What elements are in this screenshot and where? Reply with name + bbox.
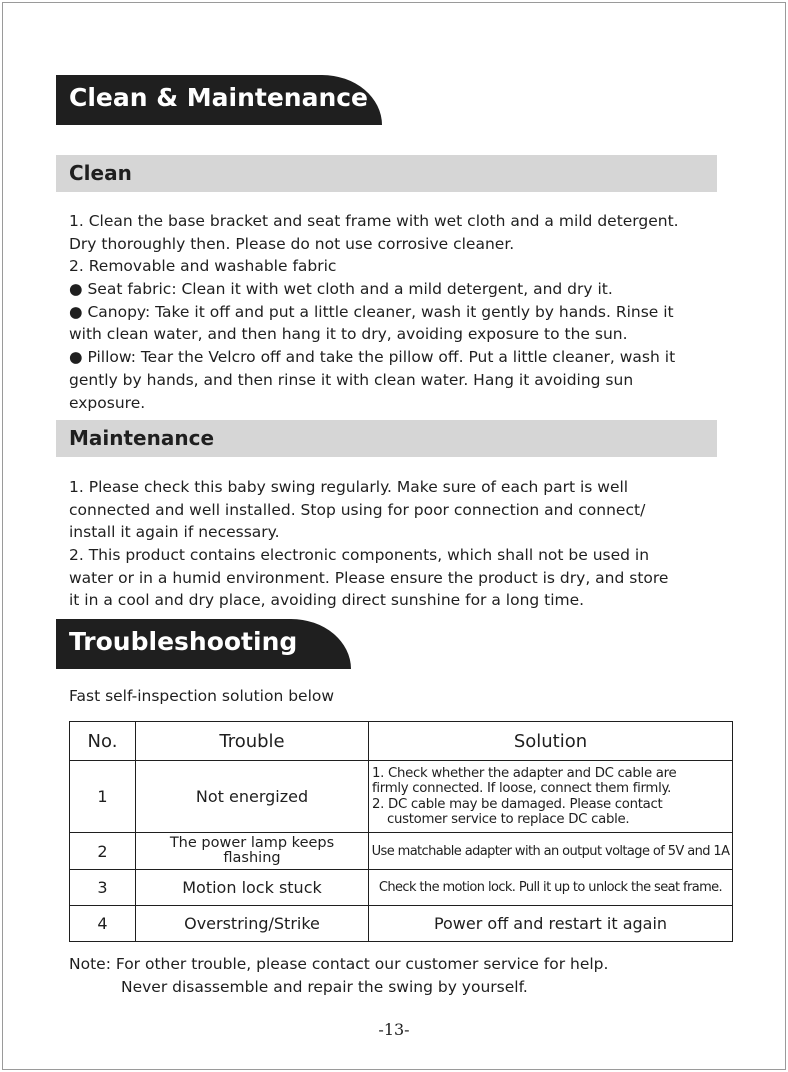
- clean-line: 2. Removable and washable fabric: [69, 257, 337, 276]
- table-row: [70, 833, 733, 870]
- row-solution: Check the motion lock. Pull it up to unlock the seat frame.: [369, 870, 733, 906]
- header-no: No.: [70, 722, 136, 761]
- row-number: 1: [70, 761, 136, 833]
- note: [69, 953, 608, 999]
- section-title-maintenance: Maintenance: [56, 420, 717, 457]
- clean-line: exposure.: [69, 393, 146, 412]
- table-row: [70, 906, 733, 942]
- maintenance-line: water or in a humid environment. Please ensure the product is dry, and store: [69, 568, 669, 587]
- page-number: -13-: [378, 1020, 410, 1039]
- clean-line: ● Canopy: Take it off and put a little cleaner, wash it gently by hands. Rinse it: [69, 302, 674, 321]
- trouble-line: flashing: [223, 850, 281, 866]
- solution-line: 1. Check whether the adapter and DC cable are: [372, 765, 677, 781]
- row-trouble: [136, 833, 369, 870]
- header-trouble: Trouble: [136, 722, 369, 761]
- maintenance-instructions: [69, 476, 735, 612]
- trouble-line: The power lamp keeps: [169, 835, 335, 851]
- maintenance-line: install it again if necessary.: [69, 523, 280, 542]
- row-solution: Power off and restart it again: [369, 906, 733, 942]
- heading-clean-maintenance: Clean & Maintenance: [56, 75, 382, 125]
- table-row: [70, 870, 733, 906]
- troubleshooting-intro: Fast self-inspection solution below: [69, 687, 335, 705]
- clean-line: 1. Clean the base bracket and seat frame with wet cloth and a mild detergent.: [69, 212, 679, 230]
- clean-line: Dry thoroughly then. Please do not use corrosive cleaner.: [69, 234, 515, 253]
- row-solution: [369, 761, 733, 833]
- row-trouble: Not energized: [136, 761, 369, 833]
- table-row: [70, 761, 733, 833]
- row-trouble: Motion lock stuck: [136, 870, 369, 906]
- table-header-row: [70, 722, 733, 761]
- clean-instructions: [69, 210, 735, 414]
- row-number: 2: [70, 833, 136, 870]
- note-line: Never disassemble and repair the swing by yourself.: [121, 978, 528, 996]
- troubleshooting-table: [69, 721, 733, 942]
- maintenance-line: it in a cool and dry place, avoiding direct sunshine for a long time.: [69, 591, 585, 610]
- clean-line: with clean water, and then hang it to dry, avoiding exposure to the sun.: [69, 325, 628, 344]
- maintenance-line: 2. This product contains electronic components, which shall not be used in: [69, 546, 650, 565]
- maintenance-line: connected and well installed. Stop using for poor connection and connect/: [69, 500, 646, 519]
- row-number: 3: [70, 870, 136, 906]
- maintenance-line: 1. Please check this baby swing regularly. Make sure of each part is well: [69, 478, 629, 496]
- row-solution: Use matchable adapter with an output voltage of 5V and 1A: [369, 833, 733, 870]
- note-line: Note: For other trouble, please contact our customer service for help.: [69, 955, 609, 973]
- clean-line: ● Seat fabric: Clean it with wet cloth and a mild detergent, and dry it.: [69, 280, 613, 299]
- header-solution: Solution: [369, 722, 733, 761]
- section-title-clean: Clean: [56, 155, 717, 192]
- heading-troubleshooting: Troubleshooting: [56, 619, 351, 669]
- solution-line: customer service to replace DC cable.: [387, 812, 630, 827]
- clean-line: ● Pillow: Tear the Velcro off and take the pillow off. Put a little cleaner, wash it: [69, 348, 676, 367]
- row-trouble: Overstring/Strike: [136, 906, 369, 942]
- solution-line: 2. DC cable may be damaged. Please contact: [372, 796, 663, 812]
- row-number: 4: [70, 906, 136, 942]
- clean-line: gently by hands, and then rinse it with clean water. Hang it avoiding sun: [69, 370, 634, 389]
- solution-line: firmly connected. If loose, connect them firmly.: [372, 781, 672, 796]
